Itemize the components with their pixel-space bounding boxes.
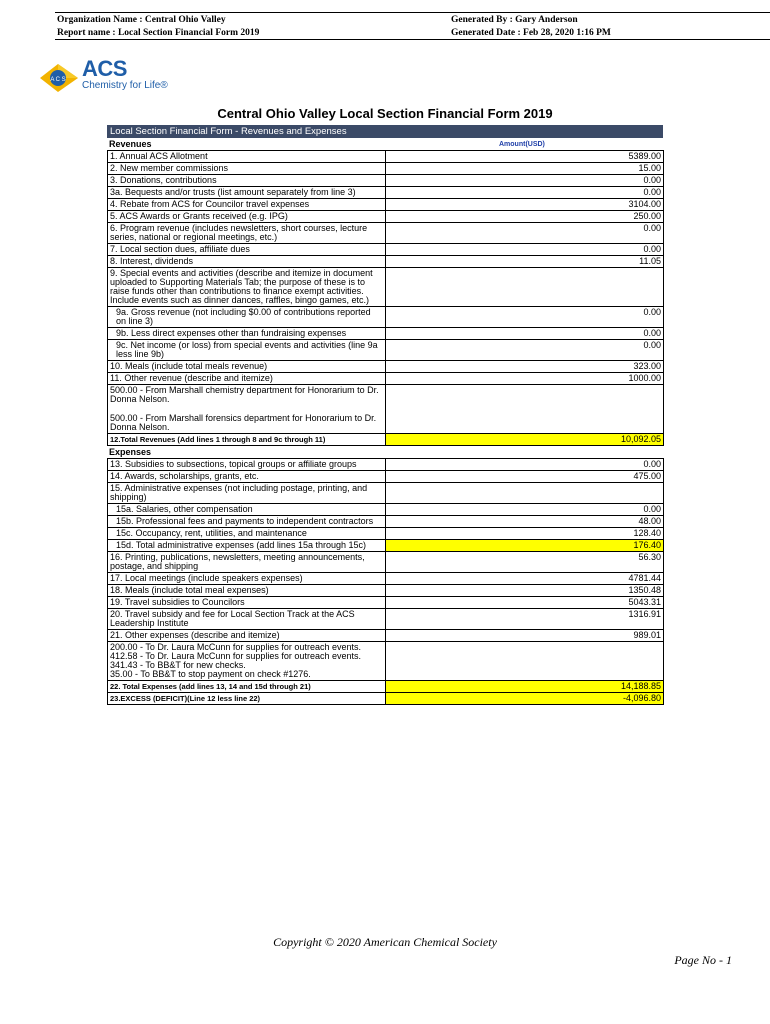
table-row [108,540,664,552]
copyright: Copyright © 2020 American Chemical Society [273,935,497,949]
row-amount: 10,092.05 [386,434,664,446]
row-label: 23.EXCESS (DEFICIT)(Line 12 less line 22) [108,693,386,705]
table-row [108,597,664,609]
row-label: 3a. Bequests and/or trusts (list amount separately from line 3) [108,187,386,199]
row-label: 9b. Less direct expenses other than fundraising expenses [108,328,386,340]
table-row [108,361,664,373]
revenues-heading [107,138,663,150]
row-label [108,642,386,681]
row-amount: 0.00 [386,175,664,187]
revenues-heading-label: Revenues [109,139,152,149]
row-amount [386,385,664,434]
financial-form [107,125,663,705]
row-label: 7. Local section dues, affiliate dues [108,244,386,256]
row-label: 15c. Occupancy, rent, utilities, and maintenance [108,528,386,540]
row-label: 11. Other revenue (describe and itemize) [108,373,386,385]
row-label: 17. Local meetings (include speakers expenses) [108,573,386,585]
acs-logo [38,58,168,100]
row-amount: 4781.44 [386,573,664,585]
other-expenses-detail [108,642,664,681]
svg-text:A C S: A C S [50,77,66,83]
table-row [108,175,664,187]
row-amount [386,642,664,681]
excess-deficit-row [108,693,664,705]
row-label: 13. Subsidies to subsections, topical groups or affiliate groups [108,459,386,471]
amount-column-heading: Amount(USD) [499,141,545,148]
row-label: 14. Awards, scholarships, grants, etc. [108,471,386,483]
row-label: 2. New member commissions [108,163,386,175]
table-row [108,573,664,585]
detail-line: 200.00 - To Dr. Laura McCunn for supplies for outreach events. [110,642,361,652]
table-row [108,199,664,211]
row-label: 1. Annual ACS Allotment [108,151,386,163]
row-amount: 176.40 [386,540,664,552]
row-label: 18. Meals (include total meal expenses) [108,585,386,597]
acs-hexagon-icon [38,58,80,98]
table-row [108,528,664,540]
total-expenses-row [108,681,664,693]
row-amount: 475.00 [386,471,664,483]
table-row [108,340,664,361]
row-amount [386,268,664,307]
detail-line: 341.43 - To BB&T for new checks. [110,660,246,670]
table-row [108,328,664,340]
row-amount: -4,096.80 [386,693,664,705]
row-amount: 323.00 [386,361,664,373]
table-row [108,504,664,516]
table-row [108,630,664,642]
table-row [108,211,664,223]
logo-tagline: Chemistry for Life® [82,80,168,91]
row-amount: 0.00 [386,244,664,256]
table-row [108,585,664,597]
row-label: 20. Travel subsidy and fee for Local Section Track at the ACS Leadership Institute [108,609,386,630]
row-amount: 0.00 [386,307,664,328]
row-amount: 250.00 [386,211,664,223]
row-label [108,385,386,434]
row-label: 15b. Professional fees and payments to independent contractors [108,516,386,528]
table-row [108,244,664,256]
row-amount: 0.00 [386,187,664,199]
table-row [108,223,664,244]
organization-name: Organization Name : Central Ohio Valley [57,15,226,25]
table-row [108,151,664,163]
row-label: 9c. Net income (or loss) from special events and activities (line 9a less line 9b) [108,340,386,361]
table-row [108,268,664,307]
generated-date: Generated Date : Feb 28, 2020 1:16 PM [451,28,611,38]
row-amount: 0.00 [386,504,664,516]
generated-by: Generated By : Gary Anderson [451,15,578,25]
row-amount: 0.00 [386,223,664,244]
row-amount: 989.01 [386,630,664,642]
table-row [108,187,664,199]
other-revenue-detail [108,385,664,434]
table-row [108,516,664,528]
table-row [108,459,664,471]
row-label: 8. Interest, dividends [108,256,386,268]
row-label: 21. Other expenses (describe and itemize) [108,630,386,642]
table-row [108,307,664,328]
row-label: 4. Rebate from ACS for Councilor travel expenses [108,199,386,211]
report-name: Report name : Local Section Financial Form 2019 [57,28,260,38]
row-amount [386,483,664,504]
detail-line: 412.58 - To Dr. Laura McCunn for supplies for outreach events. [110,651,361,661]
row-label: 5. ACS Awards or Grants received (e.g. IPG) [108,211,386,223]
section-title-bar: Local Section Financial Form - Revenues and Expenses [107,125,663,138]
table-row [108,609,664,630]
total-revenues-row [108,434,664,446]
revenues-table [107,150,664,446]
form-title: Central Ohio Valley Local Section Financial Form 2019 [217,106,553,121]
row-label: 16. Printing, publications, newsletters, meeting announcements, postage, and shipping [108,552,386,573]
row-label: 6. Program revenue (includes newsletters, short courses, lecture series, national or regional meetings, etc.) [108,223,386,244]
detail-line: 500.00 - From Marshall forensics department for Honorarium to Dr. Donna Nelson. [110,413,377,432]
row-label: 15. Administrative expenses (not including postage, printing, and shipping) [108,483,386,504]
page-number: Page No - 1 [674,953,732,967]
table-row [108,163,664,175]
table-row [108,256,664,268]
table-row [108,471,664,483]
row-amount: 0.00 [386,340,664,361]
row-amount: 15.00 [386,163,664,175]
row-label: 3. Donations, contributions [108,175,386,187]
row-amount: 48.00 [386,516,664,528]
row-label: 10. Meals (include total meals revenue) [108,361,386,373]
report-header [55,12,770,40]
row-label: 12.Total Revenues (Add lines 1 through 8 and 9c through 11) [108,434,386,446]
row-amount: 1316.91 [386,609,664,630]
expenses-table [107,458,664,705]
row-amount: 14,188.85 [386,681,664,693]
expenses-heading-label: Expenses [109,447,152,457]
table-row [108,373,664,385]
row-label: 15d. Total administrative expenses (add lines 15a through 15c) [108,540,386,552]
row-label: 15a. Salaries, other compensation [108,504,386,516]
row-label: 19. Travel subsidies to Councilors [108,597,386,609]
row-amount: 0.00 [386,328,664,340]
logo-brand: ACS [82,56,127,81]
row-amount: 1350.48 [386,585,664,597]
row-amount: 128.40 [386,528,664,540]
detail-line: 500.00 - From Marshall chemistry department for Honorarium to Dr. Donna Nelson. [110,385,379,404]
table-row [108,483,664,504]
row-amount: 0.00 [386,459,664,471]
row-amount: 3104.00 [386,199,664,211]
row-amount: 11.05 [386,256,664,268]
row-amount: 5389.00 [386,151,664,163]
row-label: 9a. Gross revenue (not including $0.00 of contributions reported on line 3) [108,307,386,328]
row-amount: 1000.00 [386,373,664,385]
detail-line: 35.00 - To BB&T to stop payment on check #1276. [110,669,311,679]
row-amount: 56.30 [386,552,664,573]
row-label: 22. Total Expenses (add lines 13, 14 and 15d through 21) [108,681,386,693]
row-label: 9. Special events and activities (describe and itemize in document uploaded to Supporting Materials Tab; the purpose of these is to raise funds other than contributions to finance exempt activities. Include events such as dinner dances, raffles, bingo games, etc.) [108,268,386,307]
table-row [108,552,664,573]
row-amount: 5043.31 [386,597,664,609]
expenses-heading [107,446,663,458]
